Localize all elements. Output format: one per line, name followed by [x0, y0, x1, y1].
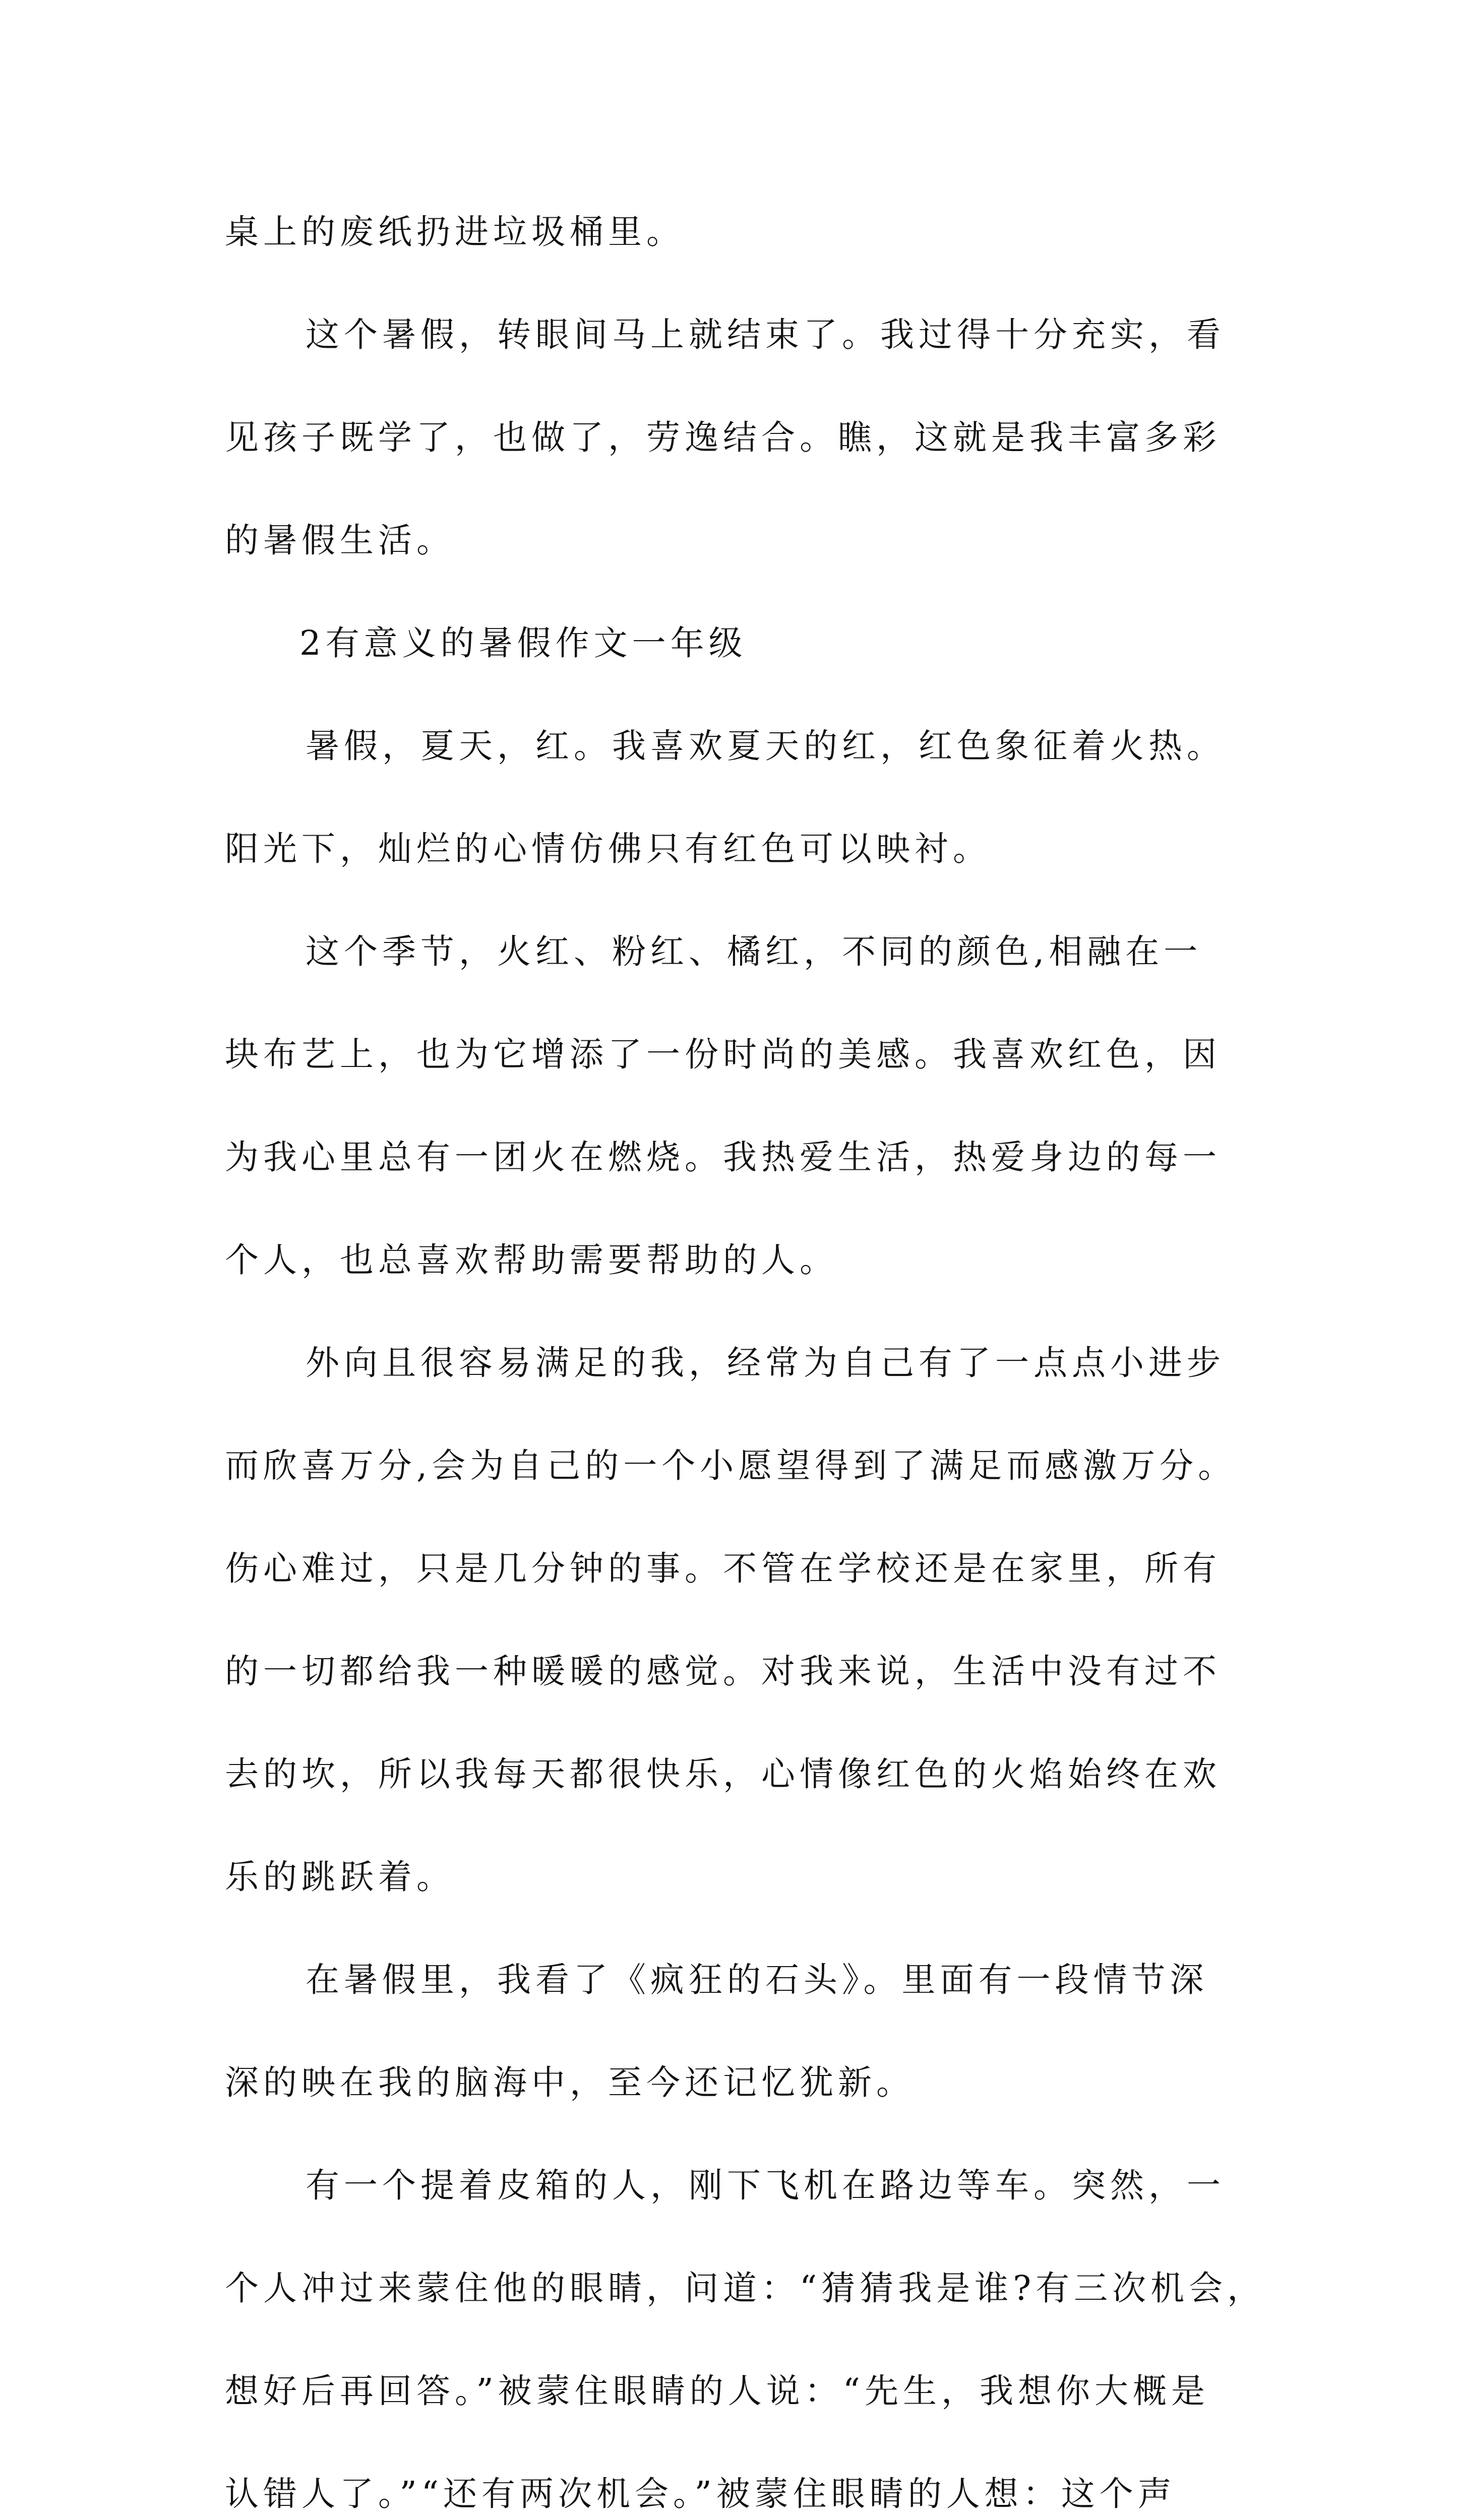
document-body [225, 180, 1266, 2520]
text-line: 阳光下，灿烂的心情仿佛只有红色可以映衬。 [225, 829, 991, 868]
text-line: 有一个提着皮箱的人，刚下飞机在路边等车。突然，一 [306, 2166, 1225, 2205]
text-line: 见孩子既学了，也做了，劳逸结合。瞧，这就是我丰富多彩 [225, 418, 1221, 457]
text-line: 在暑假里，我看了《疯狂的石头》。里面有一段情节深 [306, 1960, 1208, 1999]
text-line: 去的坎，所以我每天都很快乐，心情像红色的火焰始终在欢 [225, 1754, 1221, 1794]
text-line: 个人冲过来蒙住他的眼睛，问道：“猜猜我是谁?有三次机会， [225, 2269, 1266, 2308]
text-line: 的暑假生活。 [225, 521, 455, 560]
section-heading: 2有意义的暑假作文一年级 [299, 623, 747, 663]
text-line: 个人，也总喜欢帮助需要帮助的人。 [225, 1240, 838, 1280]
text-line: 暑假，夏天，红。我喜欢夏天的红，红色象征着火热。 [306, 726, 1225, 766]
text-line: 深的映在我的脑海中，至今还记忆犹新。 [225, 2063, 915, 2102]
text-line: 外向且很容易满足的我，经常为自己有了一点点小进步 [306, 1343, 1225, 1382]
text-line: 块布艺上，也为它增添了一份时尚的美感。我喜欢红色，因 [225, 1035, 1221, 1074]
text-line: 乐的跳跃着。 [225, 1857, 455, 1897]
text-line: 这个暑假，转眼间马上就结束了。我过得十分充实，看 [306, 315, 1225, 354]
text-line: 这个季节，火红、粉红、橘红，不同的颜色,相融在一 [306, 932, 1202, 971]
text-line: 想好后再回答。”被蒙住眼睛的人说：“先生，我想你大概是 [225, 2371, 1210, 2411]
text-line: 认错人了。”“还有两次机会。”被蒙住眼睛的人想：这个声 [225, 2474, 1176, 2513]
text-line: 伤心难过，只是几分钟的事。不管在学校还是在家里，所有 [225, 1549, 1221, 1588]
text-line: 而欣喜万分,会为自己的一个小愿望得到了满足而感激万分。 [225, 1446, 1237, 1485]
text-line: 桌上的废纸扔进垃圾桶里。 [225, 212, 685, 251]
text-line: 为我心里总有一团火在燃烧。我热爱生活，热爱身边的每一 [225, 1138, 1221, 1177]
text-line: 的一切都给我一种暖暖的感觉。对我来说，生活中没有过不 [225, 1652, 1221, 1691]
